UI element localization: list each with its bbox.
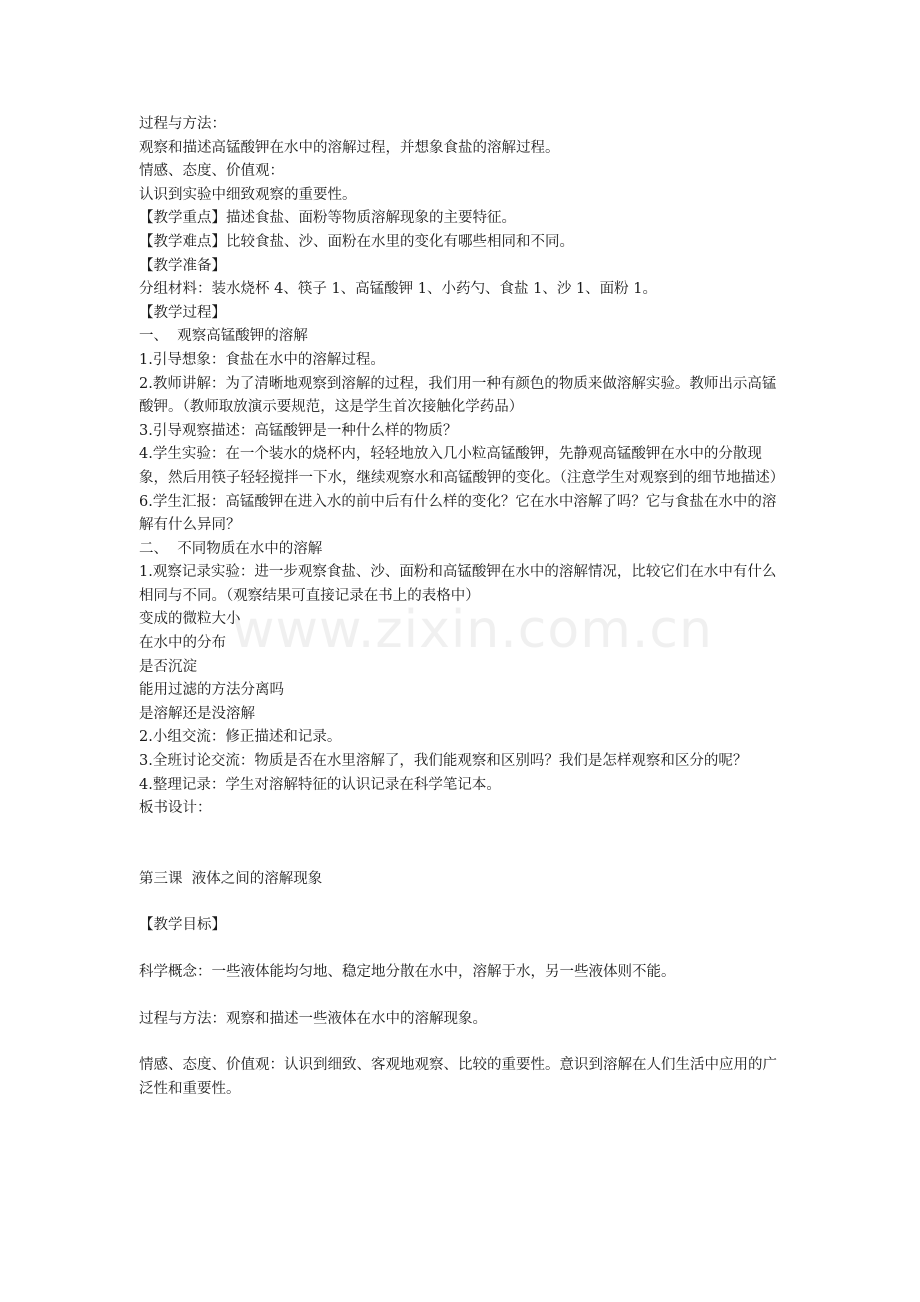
paragraph-line: 【教学难点】比较食盐、沙、面粉在水里的变化有哪些相同和不同。 xyxy=(139,233,574,250)
objective-heading: 【教学目标】 xyxy=(139,917,226,934)
lesson-plan-section xyxy=(139,113,789,821)
paragraph-line: 【教学准备】 xyxy=(139,257,226,274)
paragraph-line: 1.引导想象：食盐在水中的溶解过程。 xyxy=(139,351,385,368)
paragraph-line: 是溶解还是没溶解 xyxy=(139,705,255,722)
process-method: 过程与方法：观察和描述一些液体在水中的溶解现象。 xyxy=(139,1010,487,1027)
paragraph-line: 6.学生汇报：高锰酸钾在进入水的前中后有什么样的变化？它在水中溶解了吗？它与食盐在水中的溶解有什么异同？ xyxy=(139,493,777,534)
paragraph-line: 观察和描述高锰酸钾在水中的溶解过程，并想象食盐的溶解过程。 xyxy=(139,139,560,156)
spacer xyxy=(139,938,789,961)
paragraph-line: 3.全班讨论交流：物质是否在水里溶解了，我们能观察和区别吗？我们是怎样观察和区分的呢？ xyxy=(139,753,748,770)
attitude-values: 情感、态度、价值观：认识到细致、客观地观察、比较的重要性。意识到溶解在人们生活中应用的广泛性和重要性。 xyxy=(139,1057,777,1097)
paragraph-line: 4.整理记录：学生对溶解特征的认识记录在科学笔记本。 xyxy=(139,776,501,793)
spacer xyxy=(139,985,789,1008)
paragraph-line: 2.小组交流：修正描述和记录。 xyxy=(139,729,342,746)
paragraph-line: 【教学过程】 xyxy=(139,304,226,321)
paragraph-line: 情感、态度、价值观： xyxy=(139,163,284,180)
paragraph-line: 2.教师讲解：为了清晰地观察到溶解的过程，我们用一种有颜色的物质来做溶解实验。教师出示高锰酸钾。（教师取放演示要规范，这是学生首次接触化学药品） xyxy=(139,375,777,416)
science-concept: 科学概念：一些液体能均匀地、稳定地分散在水中，溶解于水，另一些液体则不能。 xyxy=(139,964,676,980)
paragraph-line: 【教学重点】描述食盐、面粉等物质溶解现象的主要特征。 xyxy=(139,210,516,227)
spacer xyxy=(139,891,789,914)
paragraph-line: 二、 不同物质在水中的溶解 xyxy=(139,540,323,557)
spacer xyxy=(139,821,789,868)
paragraph-line: 是否沉淀 xyxy=(139,658,197,675)
lesson-title: 第三课 液体之间的溶解现象 xyxy=(139,870,323,887)
spacer xyxy=(139,1031,789,1054)
paragraph-line: 4.学生实验：在一个装水的烧杯内，轻轻地放入几小粒高锰酸钾，先静观高锰酸钾在水中的分散现象，然后用筷子轻轻搅拌一下水，继续观察水和高锰酸钾的变化。（注意学生对观察到的细节地描述） xyxy=(139,446,785,486)
paragraph-line: 一、 观察高锰酸钾的溶解 xyxy=(139,328,308,345)
paragraph-line: 3.引导观察描述：高锰酸钾是一种什么样的物质？ xyxy=(139,422,458,439)
paragraph-line: 1.观察记录实验：进一步观察食盐、沙、面粉和高锰酸钾在水中的溶解情况，比较它们在水中有什么相同与不同。（观察结果可直接记录在书上的表格中） xyxy=(139,564,777,604)
paragraph-line: 认识到实验中细致观察的重要性。 xyxy=(139,186,357,203)
watermark: www.zixin.com.cn xyxy=(232,600,713,660)
document-body xyxy=(139,113,789,1101)
paragraph-line: 过程与方法： xyxy=(139,116,226,132)
paragraph-line: 板书设计： xyxy=(139,800,212,817)
paragraph-line: 变成的微粒大小 xyxy=(139,611,241,628)
paragraph-line: 在水中的分布 xyxy=(139,635,226,652)
paragraph-line: 分组材料：装水烧杯 4、筷子 1、高锰酸钾 1、小药勺、食盐 1、沙 1、面粉 1。 xyxy=(139,281,658,298)
paragraph-line: 能用过滤的方法分离吗 xyxy=(139,682,284,699)
